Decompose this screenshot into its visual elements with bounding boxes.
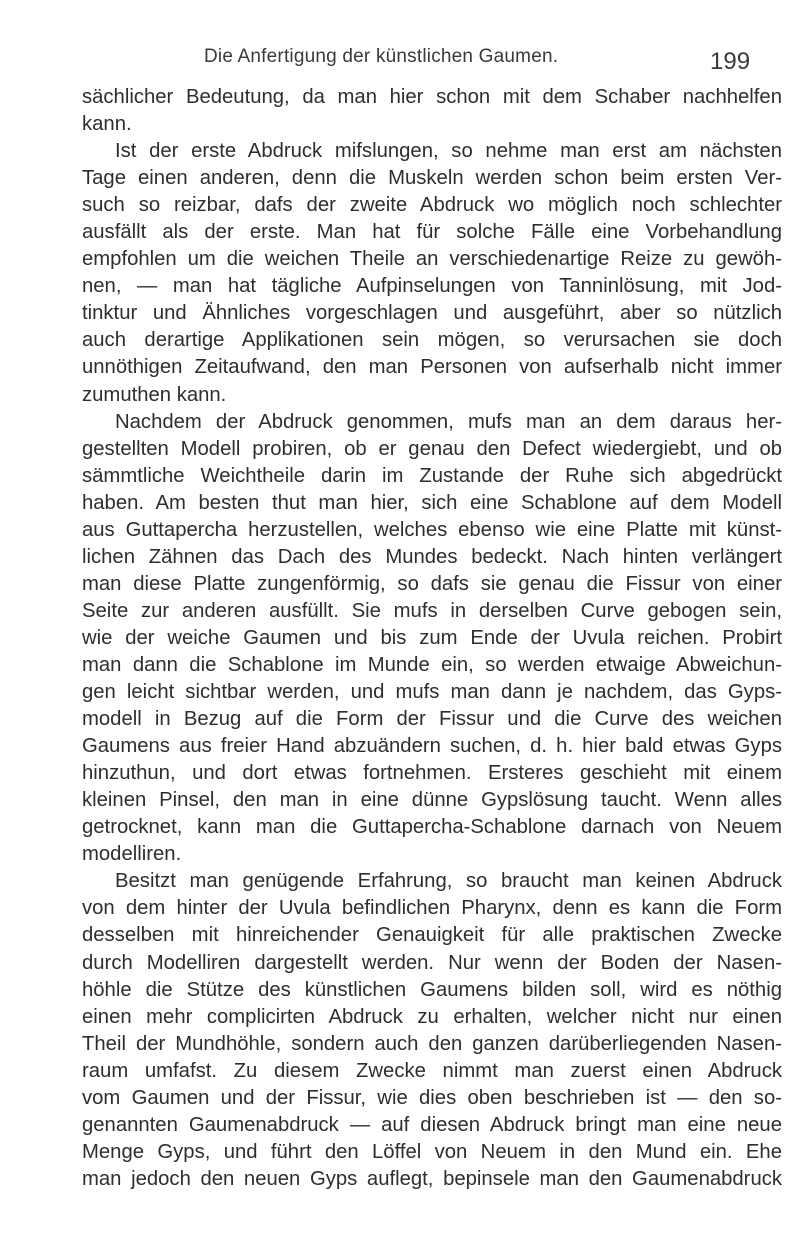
text-line: Menge Gyps, und führt den Löffel von Neuem in den Mund ein. Ehe (82, 1140, 782, 1163)
text-line: sämmtliche Weichtheile darin im Zustande der Ruhe sich abgedrückt (82, 464, 782, 487)
text-line: man dann die Schablone im Munde ein, so werden etwaige Abweichun- (82, 653, 782, 676)
text-line: aus Guttapercha herzustellen, welches ebenso wie eine Platte mit künst- (82, 518, 782, 541)
body-text (82, 84, 782, 1193)
text-line: tinktur und Ähnliches vorgeschlagen und ausgeführt, aber so nützlich (82, 302, 782, 325)
text-line: nen, — man hat tägliche Aufpinselungen von Tanninlösung, mit Jod- (82, 275, 782, 298)
text-line: unnöthigen Zeitaufwand, den man Personen von aufserhalb nicht immer (82, 356, 782, 379)
text-line: raum umfafst. Zu diesem Zwecke nimmt man zuerst einen Abdruck (82, 1059, 782, 1082)
text-line: sächlicher Bedeutung, da man hier schon mit dem Schaber nachhelfen (82, 86, 782, 108)
text-line: Theil der Mundhöhle, sondern auch den ganzen darüberliegenden Nasen- (82, 1032, 782, 1055)
text-line: gestellten Modell probiren, ob er genau den Defect wiedergiebt, und ob (82, 437, 782, 460)
text-line: getrocknet, kann man die Guttapercha-Schablone darnach von Neuem (82, 816, 782, 839)
text-line: man diese Platte zungenförmig, so dafs sie genau die Fissur von einer (82, 572, 782, 595)
text-line: kleinen Pinsel, den man in eine dünne Gypslösung taucht. Wenn alles (82, 789, 782, 812)
page-number: 199 (710, 48, 751, 75)
text-line: desselben mit hinreichender Genauigkeit für alle praktischen Zwecke (82, 924, 782, 947)
text-line: Ist der erste Abdruck mifslungen, so nehme man erst am nächsten (115, 140, 782, 163)
text-line: hinzuthun, und dort etwas fortnehmen. Ersteres geschieht mit einem (82, 762, 782, 785)
text-line: einen mehr complicirten Abdruck zu erhalten, welcher nicht nur einen (82, 1005, 782, 1028)
running-title: Die Anfertigung der künstlichen Gaumen. (204, 46, 559, 67)
text-line: such so reizbar, dafs der zweite Abdruck wo möglich noch schlechter (82, 194, 782, 217)
text-line: man jedoch den neuen Gyps auflegt, bepinsele man den Gaumenabdruck (82, 1167, 782, 1190)
text-line: vom Gaumen und der Fissur, wie dies oben beschrieben ist — den so- (82, 1086, 782, 1109)
text-line: genannten Gaumenabdruck — auf diesen Abdruck bringt man eine neue (82, 1113, 782, 1136)
text-line: wie der weiche Gaumen und bis zum Ende der Uvula reichen. Probirt (82, 626, 782, 649)
text-line: gen leicht sichtbar werden, und mufs man dann je nachdem, das Gyps- (82, 681, 782, 704)
text-line: lichen Zähnen das Dach des Mundes bedeckt. Nach hinten verlängert (82, 545, 782, 568)
text-line: kann. (82, 113, 132, 136)
text-line: zumuthen kann. (82, 383, 227, 406)
text-line: auch derartige Applikationen sein mögen, so verursachen sie doch (82, 329, 782, 352)
text-line: ausfällt als der erste. Man hat für solche Fälle eine Vorbehandlung (82, 221, 782, 244)
text-line: empfohlen um die weichen Theile an verschiedenartige Reize zu gewöh- (82, 248, 782, 271)
text-line: Tage einen anderen, denn die Muskeln werden schon beim ersten Ver- (82, 167, 782, 190)
text-line: durch Modelliren dargestellt werden. Nur wenn der Boden der Nasen- (82, 951, 782, 974)
text-line: von dem hinter der Uvula befindlichen Pharynx, denn es kann die Form (82, 897, 782, 920)
text-line: modell in Bezug auf die Form der Fissur und die Curve des weichen (82, 708, 782, 731)
text-line: haben. Am besten thut man hier, sich eine Schablone auf dem Modell (82, 491, 782, 514)
text-line: Gaumens aus freier Hand abzuändern suchen, d. h. hier bald etwas Gyps (82, 735, 782, 758)
text-line: Seite zur anderen ausfüllt. Sie mufs in derselben Curve gebogen sein, (82, 599, 782, 622)
text-line: Nachdem der Abdruck genommen, mufs man an dem daraus her- (115, 410, 782, 433)
text-line: modelliren. (82, 843, 182, 866)
text-line: Besitzt man genügende Erfahrung, so braucht man keinen Abdruck (115, 870, 782, 893)
text-line: höhle die Stütze des künstlichen Gaumens bilden soll, wird es nöthig (82, 978, 782, 1001)
